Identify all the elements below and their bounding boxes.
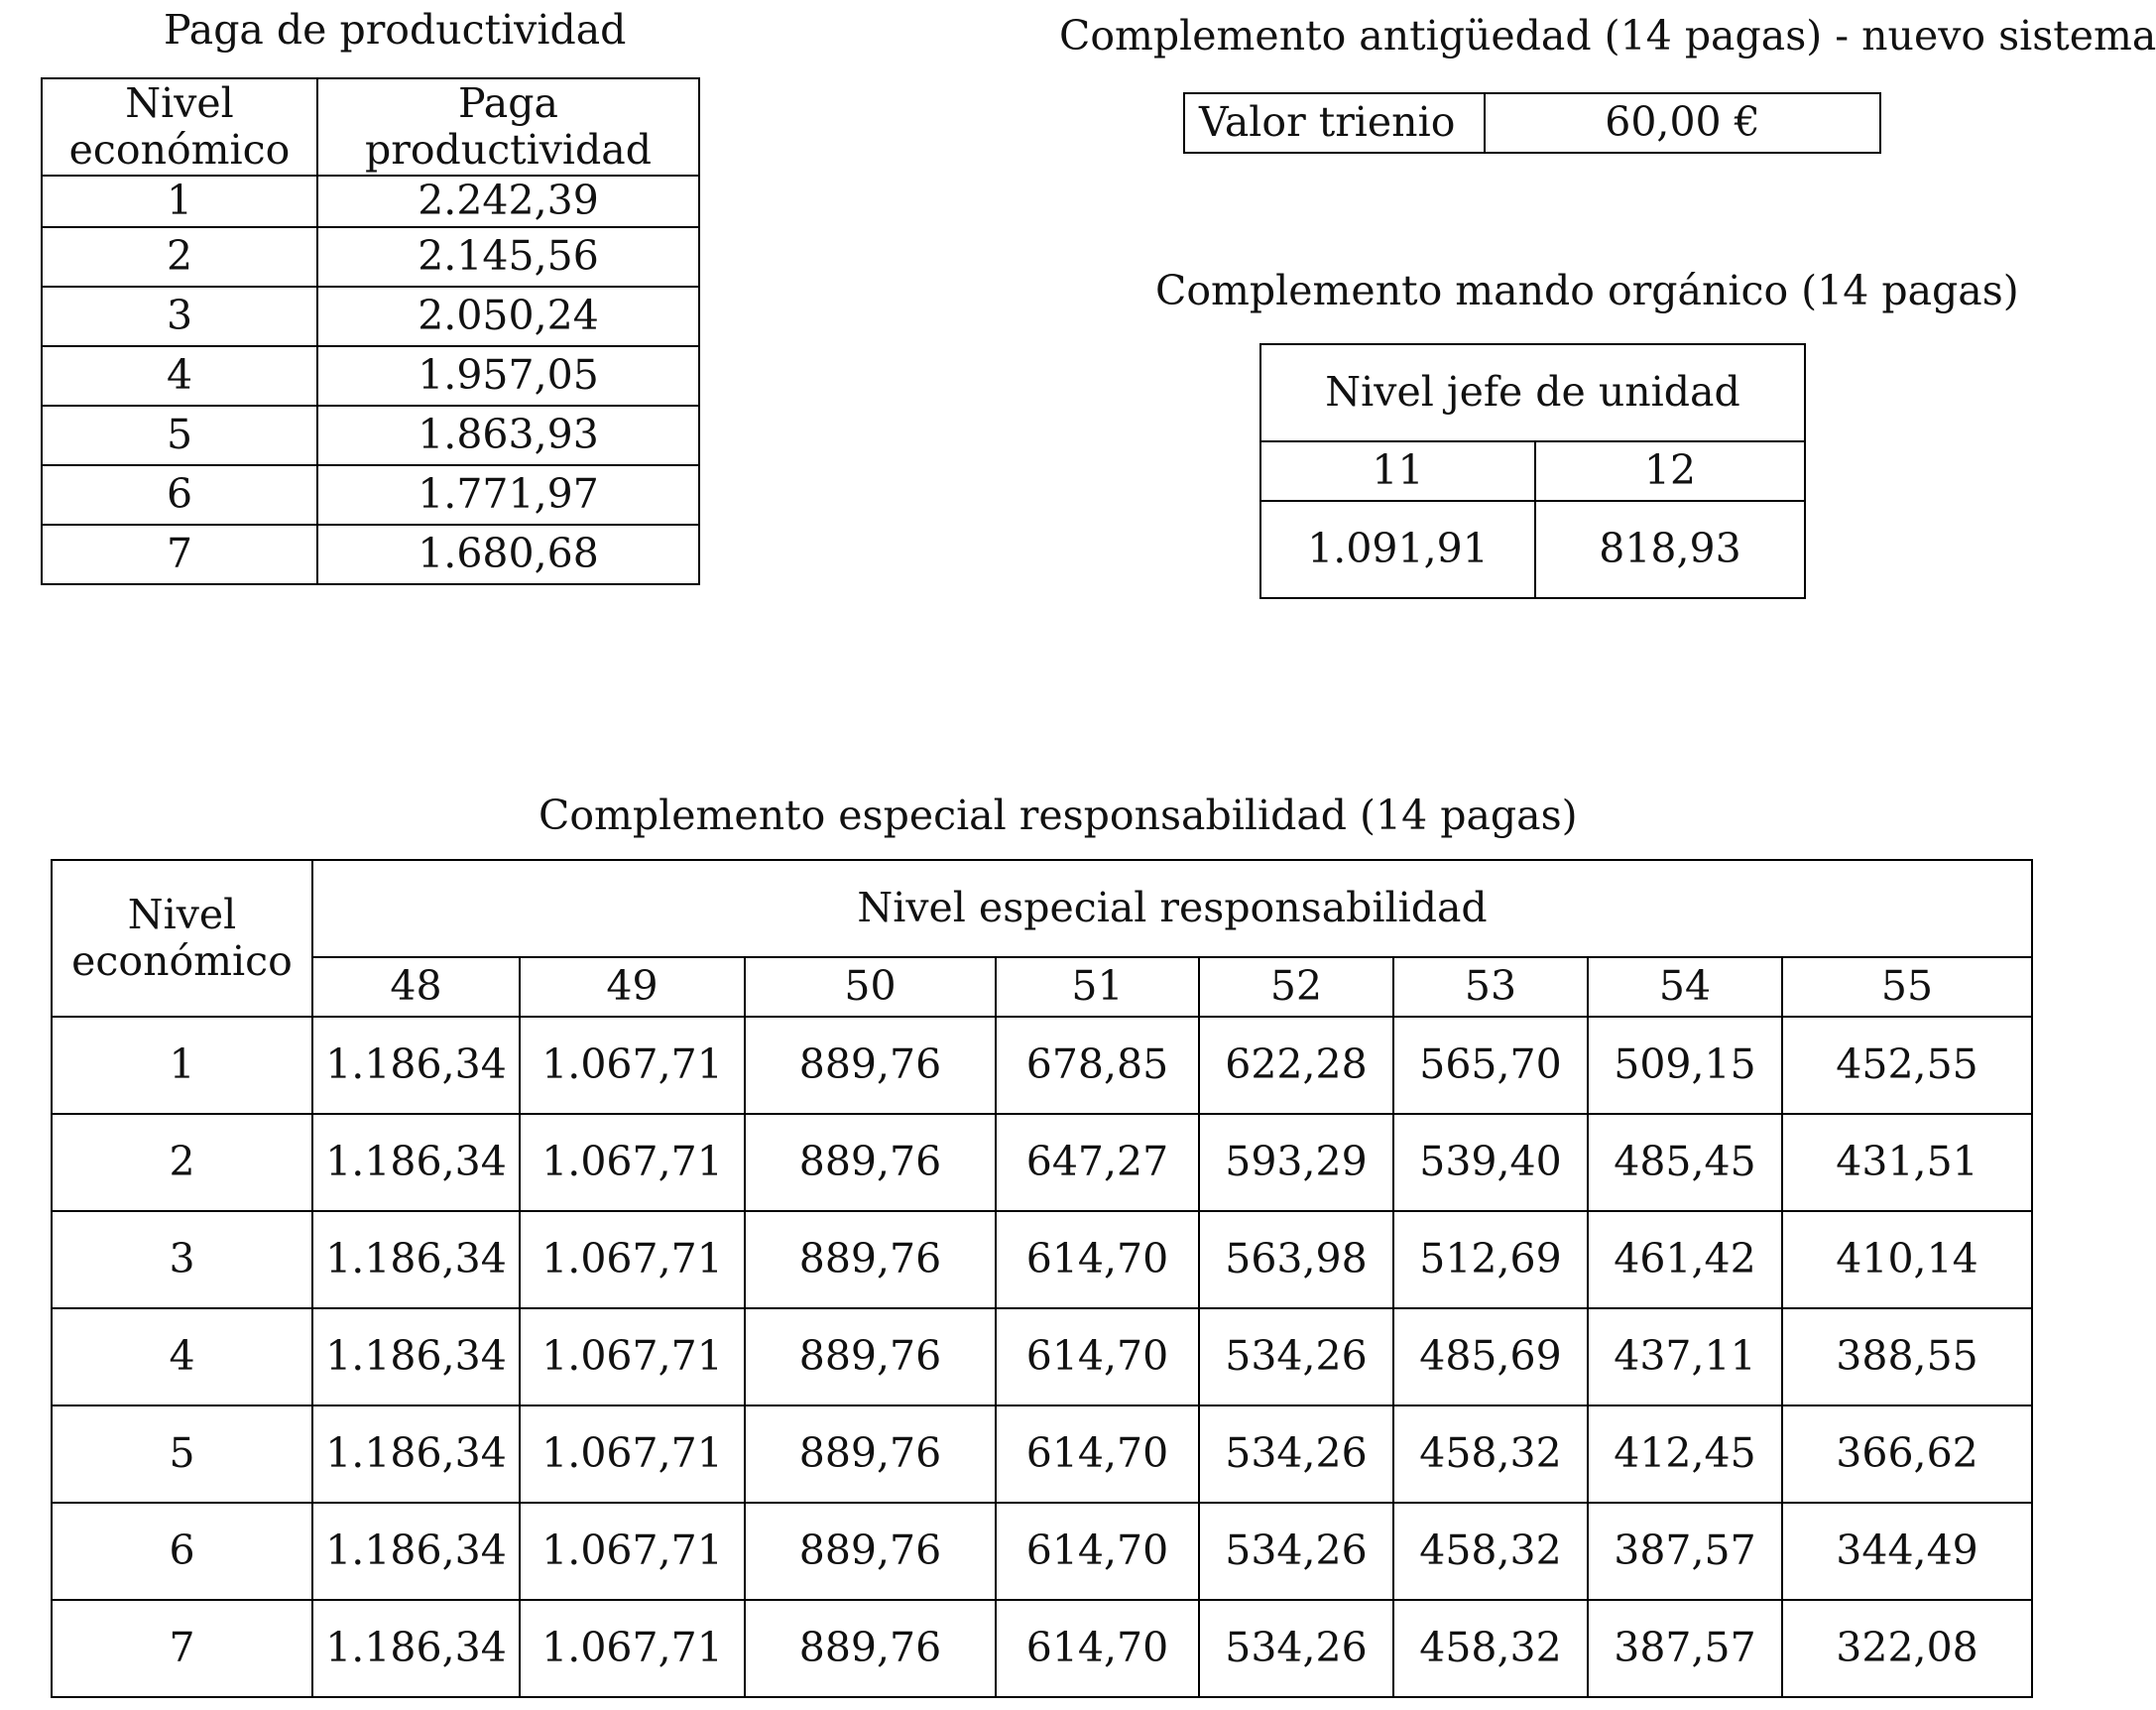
productividad-row — [42, 287, 699, 346]
especial-value: 678,85 — [996, 1017, 1199, 1114]
productividad-title: Paga de productividad — [164, 6, 627, 54]
productividad-row — [42, 346, 699, 406]
especial-level: 5 — [52, 1405, 312, 1503]
productividad-row — [42, 227, 699, 287]
especial-table — [51, 859, 2033, 1698]
especial-value: 1.067,71 — [520, 1114, 745, 1211]
especial-row — [52, 1308, 2032, 1405]
especial-value: 461,42 — [1588, 1211, 1782, 1308]
especial-value: 889,76 — [745, 1600, 996, 1697]
mando-level-11: 11 — [1260, 441, 1535, 501]
especial-value: 1.186,34 — [312, 1308, 520, 1405]
especial-group-row — [52, 860, 2032, 957]
especial-value: 614,70 — [996, 1308, 1199, 1405]
especial-level: 4 — [52, 1308, 312, 1405]
especial-value: 614,70 — [996, 1600, 1199, 1697]
antiguedad-label: Valor trienio — [1184, 93, 1485, 153]
productividad-value: 1.680,68 — [317, 525, 699, 584]
especial-value: 387,57 — [1588, 1600, 1782, 1697]
mando-value-12: 818,93 — [1535, 501, 1805, 598]
especial-value: 593,29 — [1199, 1114, 1393, 1211]
especial-value: 366,62 — [1782, 1405, 2032, 1503]
especial-row — [52, 1114, 2032, 1211]
especial-value: 344,49 — [1782, 1503, 2032, 1600]
especial-value: 322,08 — [1782, 1600, 2032, 1697]
productividad-row — [42, 465, 699, 525]
productividad-value: 1.957,05 — [317, 346, 699, 406]
especial-level: 6 — [52, 1503, 312, 1600]
productividad-value: 1.771,97 — [317, 465, 699, 525]
especial-title: Complemento especial responsabilidad (14 pagas) — [539, 792, 1578, 839]
especial-group-header: Nivel especial responsabilidad — [312, 860, 2032, 957]
especial-value: 889,76 — [745, 1017, 996, 1114]
especial-row — [52, 1211, 2032, 1308]
productividad-level: 7 — [42, 525, 317, 584]
especial-col-level: Nivel económico — [52, 860, 312, 1017]
especial-value: 647,27 — [996, 1114, 1199, 1211]
especial-row — [52, 1600, 2032, 1697]
especial-value: 1.067,71 — [520, 1017, 745, 1114]
productividad-value: 2.242,39 — [317, 176, 699, 227]
especial-level: 1 — [52, 1017, 312, 1114]
antiguedad-row — [1184, 93, 1880, 153]
especial-value: 437,11 — [1588, 1308, 1782, 1405]
especial-col-49: 49 — [520, 957, 745, 1017]
especial-value: 458,32 — [1393, 1600, 1588, 1697]
mando-value-11: 1.091,91 — [1260, 501, 1535, 598]
mando-title: Complemento mando orgánico (14 pagas) — [1155, 267, 2019, 314]
especial-value: 534,26 — [1199, 1405, 1393, 1503]
especial-col-55: 55 — [1782, 957, 2032, 1017]
productividad-col-value: Paga productividad — [317, 78, 699, 176]
especial-value: 458,32 — [1393, 1405, 1588, 1503]
productividad-value: 1.863,93 — [317, 406, 699, 465]
especial-value: 1.186,34 — [312, 1017, 520, 1114]
productividad-level: 3 — [42, 287, 317, 346]
especial-value: 1.186,34 — [312, 1600, 520, 1697]
especial-value: 889,76 — [745, 1405, 996, 1503]
productividad-level: 2 — [42, 227, 317, 287]
mando-header: Nivel jefe de unidad — [1260, 344, 1805, 441]
mando-level-12: 12 — [1535, 441, 1805, 501]
especial-value: 1.186,34 — [312, 1211, 520, 1308]
especial-value: 452,55 — [1782, 1017, 2032, 1114]
especial-value: 614,70 — [996, 1211, 1199, 1308]
especial-value: 565,70 — [1393, 1017, 1588, 1114]
especial-value: 889,76 — [745, 1503, 996, 1600]
productividad-row — [42, 525, 699, 584]
especial-value: 1.186,34 — [312, 1405, 520, 1503]
especial-value: 534,26 — [1199, 1503, 1393, 1600]
especial-value: 622,28 — [1199, 1017, 1393, 1114]
especial-value: 412,45 — [1588, 1405, 1782, 1503]
antiguedad-table — [1183, 92, 1881, 154]
especial-value: 1.067,71 — [520, 1308, 745, 1405]
especial-level: 7 — [52, 1600, 312, 1697]
especial-value: 889,76 — [745, 1308, 996, 1405]
especial-value: 509,15 — [1588, 1017, 1782, 1114]
mando-values-row — [1260, 501, 1805, 598]
especial-level: 2 — [52, 1114, 312, 1211]
productividad-level: 5 — [42, 406, 317, 465]
especial-value: 1.186,34 — [312, 1114, 520, 1211]
especial-value: 485,69 — [1393, 1308, 1588, 1405]
especial-value: 534,26 — [1199, 1600, 1393, 1697]
productividad-value: 2.050,24 — [317, 287, 699, 346]
especial-columns-row — [52, 957, 2032, 1017]
especial-value: 614,70 — [996, 1503, 1199, 1600]
especial-value: 388,55 — [1782, 1308, 2032, 1405]
productividad-col-level: Nivel económico — [42, 78, 317, 176]
especial-value: 614,70 — [996, 1405, 1199, 1503]
mando-table — [1259, 343, 1806, 599]
especial-value: 534,26 — [1199, 1308, 1393, 1405]
productividad-row — [42, 406, 699, 465]
especial-value: 387,57 — [1588, 1503, 1782, 1600]
mando-header-row — [1260, 344, 1805, 441]
especial-col-50: 50 — [745, 957, 996, 1017]
antiguedad-value: 60,00 € — [1485, 93, 1880, 153]
productividad-level: 6 — [42, 465, 317, 525]
especial-value: 485,45 — [1588, 1114, 1782, 1211]
especial-value: 431,51 — [1782, 1114, 2032, 1211]
especial-value: 1.186,34 — [312, 1503, 520, 1600]
especial-value: 889,76 — [745, 1211, 996, 1308]
especial-col-54: 54 — [1588, 957, 1782, 1017]
productividad-header-row — [42, 78, 699, 176]
especial-value: 410,14 — [1782, 1211, 2032, 1308]
especial-col-53: 53 — [1393, 957, 1588, 1017]
especial-value: 563,98 — [1199, 1211, 1393, 1308]
especial-value: 1.067,71 — [520, 1405, 745, 1503]
especial-row — [52, 1017, 2032, 1114]
especial-value: 889,76 — [745, 1114, 996, 1211]
especial-col-51: 51 — [996, 957, 1199, 1017]
productividad-value: 2.145,56 — [317, 227, 699, 287]
especial-level: 3 — [52, 1211, 312, 1308]
especial-value: 1.067,71 — [520, 1600, 745, 1697]
especial-value: 539,40 — [1393, 1114, 1588, 1211]
productividad-level: 1 — [42, 176, 317, 227]
productividad-table — [41, 77, 700, 585]
especial-value: 512,69 — [1393, 1211, 1588, 1308]
especial-value: 1.067,71 — [520, 1211, 745, 1308]
especial-value: 458,32 — [1393, 1503, 1588, 1600]
mando-levels-row — [1260, 441, 1805, 501]
productividad-row — [42, 176, 699, 227]
especial-row — [52, 1503, 2032, 1600]
especial-row — [52, 1405, 2032, 1503]
productividad-level: 4 — [42, 346, 317, 406]
especial-col-48: 48 — [312, 957, 520, 1017]
antiguedad-title: Complemento antigüedad (14 pagas) - nuevo sistema — [1059, 12, 2156, 60]
especial-value: 1.067,71 — [520, 1503, 745, 1600]
especial-col-52: 52 — [1199, 957, 1393, 1017]
